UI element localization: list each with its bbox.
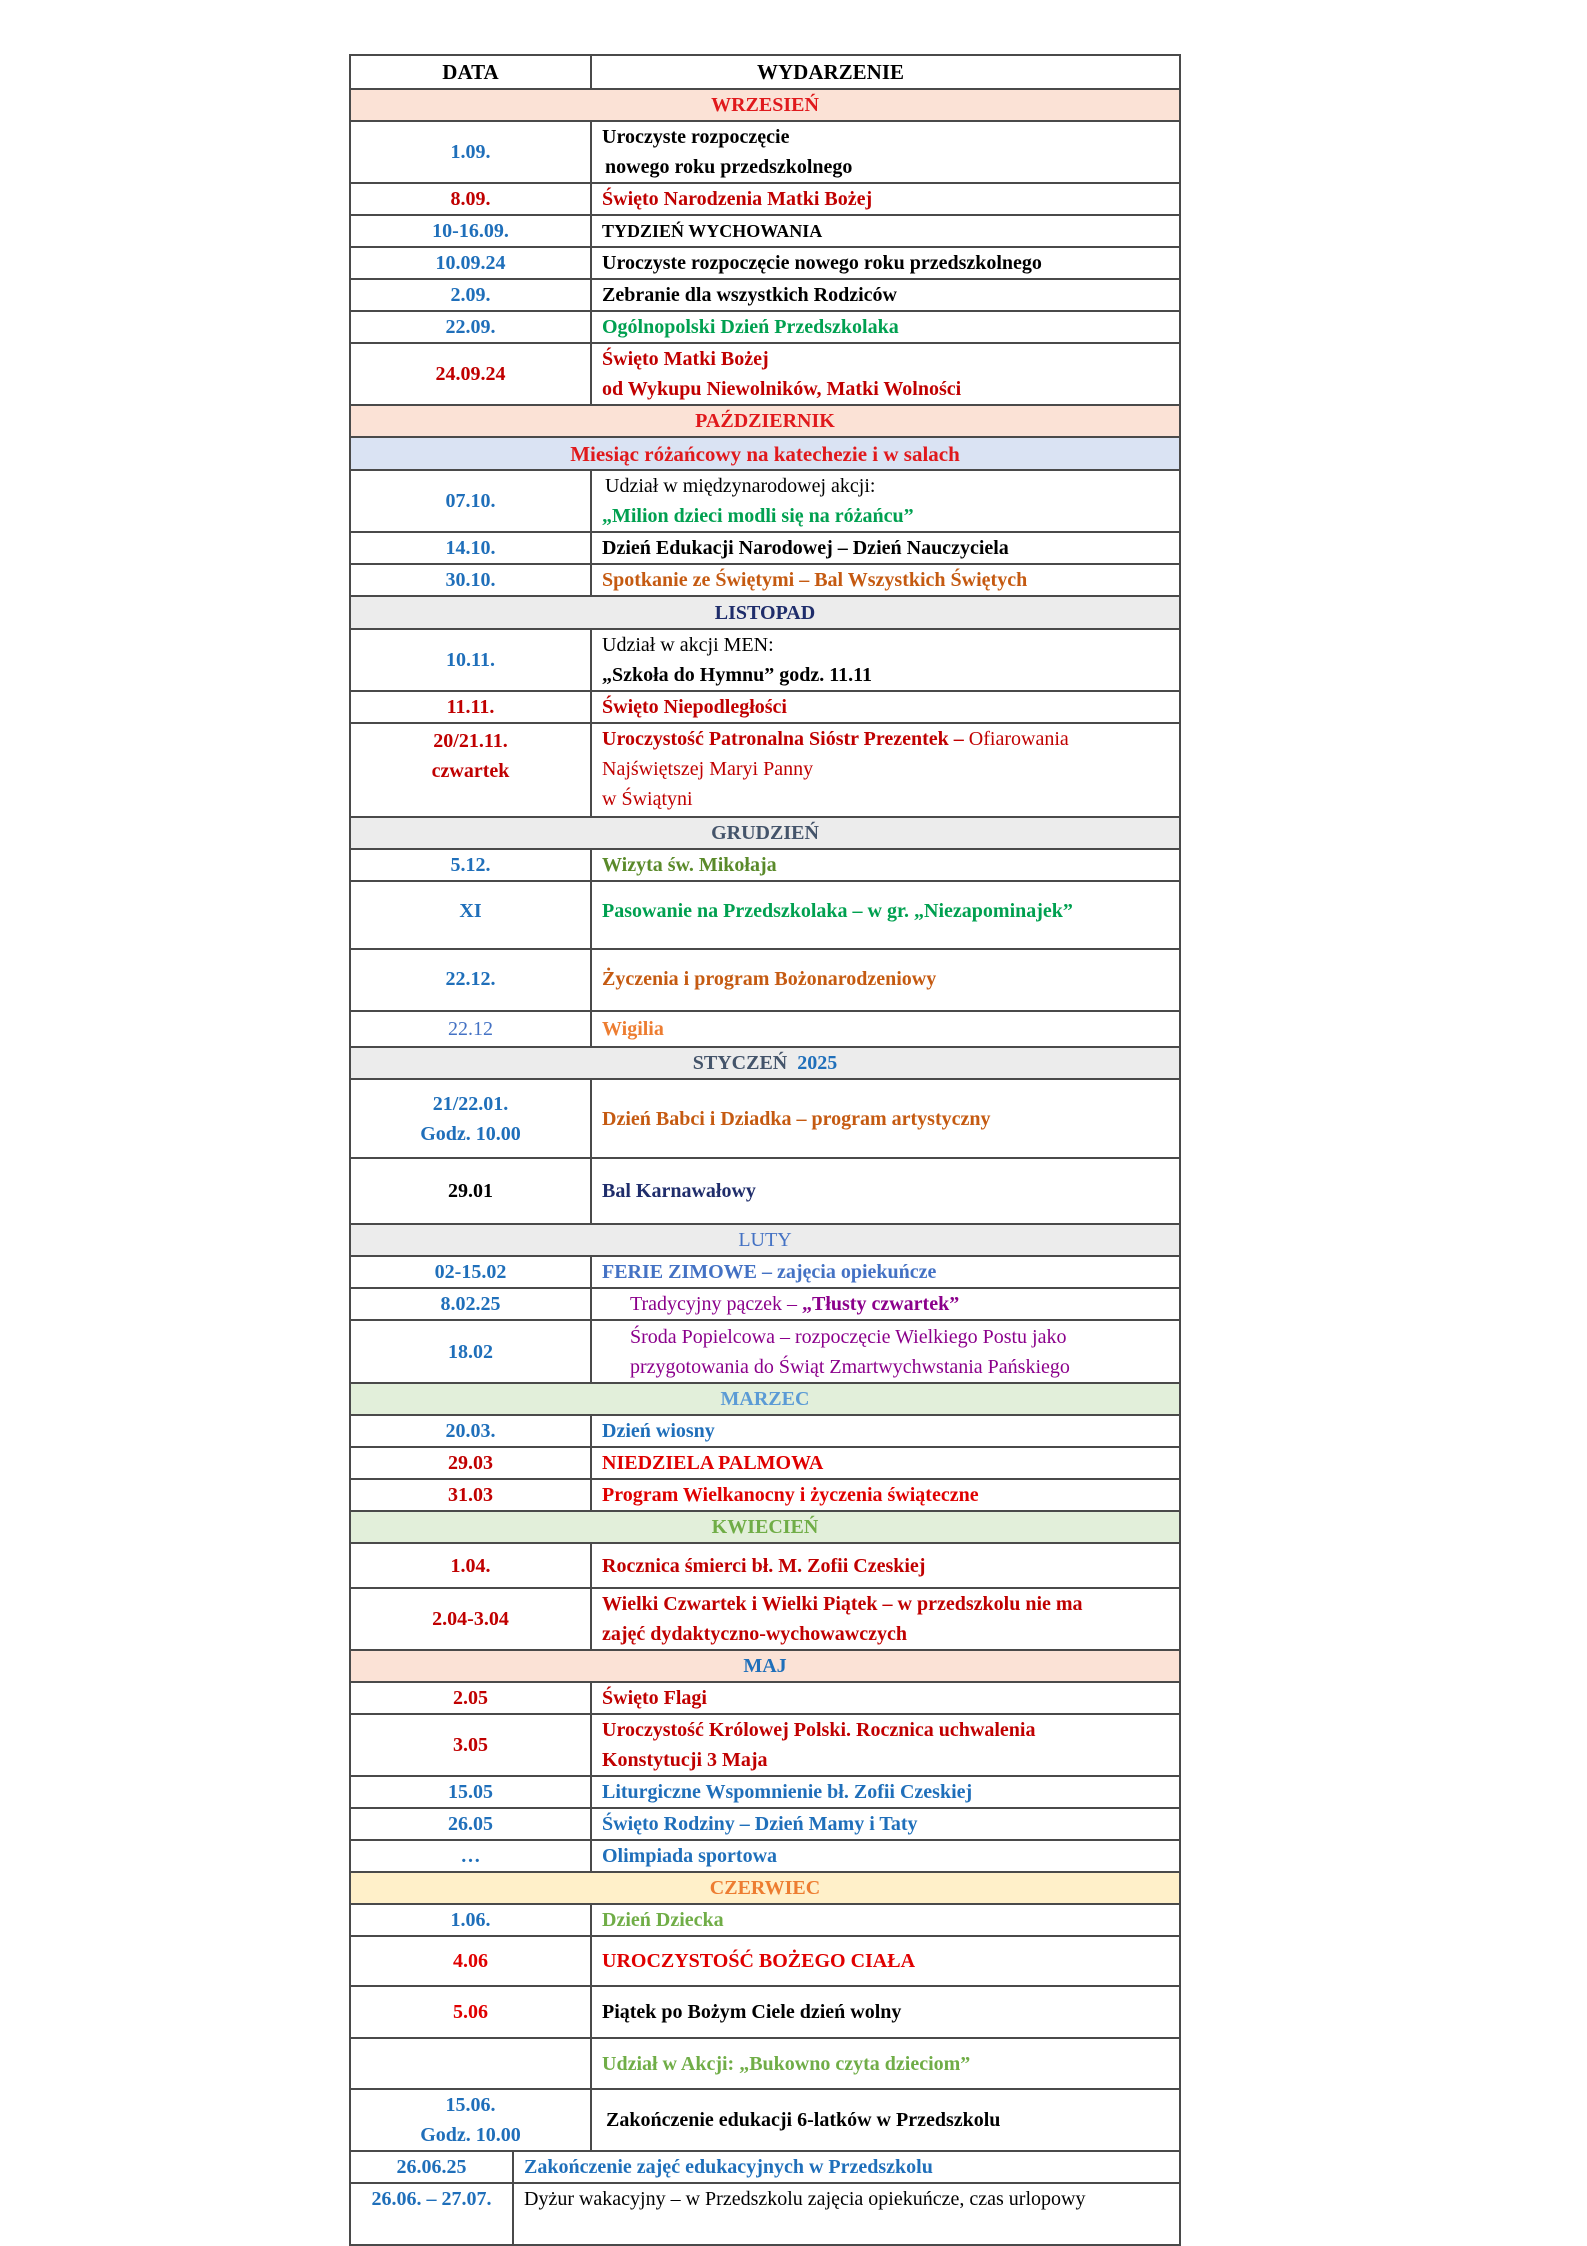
event-date: 26.05 — [350, 1808, 591, 1840]
event-text: Uroczyste rozpoczęcie nowego roku przedszkolnego — [591, 247, 1180, 279]
table-row — [350, 1256, 1180, 1288]
table-row — [350, 881, 1180, 949]
date-line: 20/21.11. — [433, 730, 508, 752]
month-row-luty — [350, 1224, 1180, 1256]
event-text: Spotkanie ze Świętymi – Bal Wszystkich Świętych — [591, 564, 1180, 596]
table-header — [350, 55, 1180, 89]
month-title: LUTY — [350, 1224, 1180, 1256]
event-date: 1.04. — [350, 1543, 591, 1588]
month-title: CZERWIEC — [350, 1872, 1180, 1904]
event-date: 29.03 — [350, 1447, 591, 1479]
event-date: 24.09.24 — [350, 343, 591, 405]
table-row — [350, 2183, 1180, 2245]
month-row-pazdziernik — [350, 405, 1180, 437]
event-line: Święto Matki Bożej — [602, 348, 769, 370]
event-text: Święto Narodzenia Matki Bożej — [591, 183, 1180, 215]
month-row-marzec — [350, 1383, 1180, 1415]
event-date: 11.11. — [350, 691, 591, 723]
table-row — [350, 1808, 1180, 1840]
event-line: od Wykupu Niewolników, Matki Wolności — [602, 378, 962, 400]
table-row — [350, 1447, 1180, 1479]
event-date: 30.10. — [350, 564, 591, 596]
event-text: Piątek po Bożym Ciele dzień wolny — [591, 1986, 1180, 2038]
event-date — [350, 1079, 591, 1158]
event-date: 5.12. — [350, 849, 591, 881]
event-text — [591, 343, 1180, 405]
event-date: XI — [350, 881, 591, 949]
event-text: Dzień Edukacji Narodowej – Dzień Nauczyciela — [591, 532, 1180, 564]
event-text: Program Wielkanocny i życzenia świąteczne — [591, 1479, 1180, 1511]
month-title — [350, 1047, 1180, 1079]
table-row — [350, 1840, 1180, 1872]
event-text: TYDZIEŃ WYCHOWANIA — [591, 215, 1180, 247]
table-row — [350, 1288, 1180, 1320]
event-text: Zakończenie zajęć edukacyjnych w Przedszkolu — [513, 2151, 1180, 2183]
table-row — [350, 1320, 1180, 1383]
event-text: Święto Niepodległości — [591, 691, 1180, 723]
month-title: LISTOPAD — [350, 596, 1180, 629]
table-row — [350, 1776, 1180, 1808]
table-row — [350, 691, 1180, 723]
table-row — [350, 723, 1180, 817]
table-row — [350, 1079, 1180, 1158]
event-date: 8.02.25 — [350, 1288, 591, 1320]
event-line: zajęć dydaktyczno-wychowawczych — [602, 1623, 907, 1645]
table-row — [350, 1904, 1180, 1936]
month-row-listopad — [350, 596, 1180, 629]
table-row — [350, 470, 1180, 532]
events-table — [349, 54, 1181, 2152]
event-text — [591, 121, 1180, 183]
event-date — [350, 723, 591, 817]
month-row-grudzien — [350, 817, 1180, 849]
event-text: Dzień wiosny — [591, 1415, 1180, 1447]
table-row — [350, 1714, 1180, 1776]
event-date: 20.03. — [350, 1415, 591, 1447]
event-date: 5.06 — [350, 1986, 591, 2038]
table-row — [350, 629, 1180, 691]
table-row — [350, 1588, 1180, 1650]
event-text: FERIE ZIMOWE – zajęcia opiekuńcze — [591, 1256, 1180, 1288]
month-title: WRZESIEŃ — [350, 89, 1180, 121]
table-row — [350, 1986, 1180, 2038]
event-bold-part: Uroczystość Patronalna Sióstr Prezentek – — [602, 728, 964, 750]
table-row — [350, 1415, 1180, 1447]
table-row — [350, 2151, 1180, 2183]
event-date: 26.06. – 27.07. — [350, 2183, 513, 2245]
table-row — [350, 849, 1180, 881]
event-normal-part: Ofiarowania Najświętszej Maryi Panny — [602, 728, 1069, 780]
event-date: 31.03 — [350, 1479, 591, 1511]
event-date: 15.05 — [350, 1776, 591, 1808]
event-text: Wizyta św. Mikołaja — [591, 849, 1180, 881]
table-row — [350, 532, 1180, 564]
date-line: Godz. 10.00 — [420, 2124, 521, 2146]
month-row-czerwiec — [350, 1872, 1180, 1904]
month-row-styczen — [350, 1047, 1180, 1079]
event-line: Środa Popielcowa – rozpoczęcie Wielkiego Postu jako — [630, 1325, 1067, 1348]
date-line: czwartek — [431, 760, 510, 782]
event-line: Uroczyste rozpoczęcie — [602, 126, 790, 148]
event-line: „Milion dzieci modli się na różańcu” — [602, 505, 914, 527]
month-name: STYCZEŃ — [692, 1052, 788, 1074]
table-row — [350, 2089, 1180, 2151]
month-year: 2025 — [797, 1052, 838, 1074]
event-date: 26.06.25 — [350, 2151, 513, 2183]
event-date: 1.09. — [350, 121, 591, 183]
table-row — [350, 121, 1180, 183]
table-row — [350, 564, 1180, 596]
event-text: Święto Flagi — [591, 1682, 1180, 1714]
event-text: Udział w Akcji: „Bukowno czyta dzieciom” — [591, 2038, 1180, 2089]
event-text: Zebranie dla wszystkich Rodziców — [591, 279, 1180, 311]
event-date: 07.10. — [350, 470, 591, 532]
event-date: 2.09. — [350, 279, 591, 311]
event-date: 10-16.09. — [350, 215, 591, 247]
event-text — [591, 1320, 1180, 1383]
table-row — [350, 183, 1180, 215]
event-date: 10.09.24 — [350, 247, 591, 279]
month-row-maj — [350, 1650, 1180, 1682]
event-normal-part: Tradycyjny pączek – — [630, 1293, 802, 1315]
event-date: 18.02 — [350, 1320, 591, 1383]
event-date: 10.11. — [350, 629, 591, 691]
header-event: WYDARZENIE — [591, 55, 1180, 89]
event-text: NIEDZIELA PALMOWA — [591, 1447, 1180, 1479]
event-date: 22.12 — [350, 1011, 591, 1047]
events-table-tail — [349, 2150, 1181, 2246]
event-text — [591, 629, 1180, 691]
event-date: 1.06. — [350, 1904, 591, 1936]
event-line: w Świątyni — [602, 788, 693, 810]
event-text: Liturgiczne Wspomnienie bł. Zofii Czeskiej — [591, 1776, 1180, 1808]
event-date: 4.06 — [350, 1936, 591, 1986]
month-subtitle-row — [350, 437, 1180, 470]
event-bold-part: „Tłusty czwartek” — [802, 1293, 960, 1315]
month-title: MAJ — [350, 1650, 1180, 1682]
table-row — [350, 1682, 1180, 1714]
event-text: Dzień Dziecka — [591, 1904, 1180, 1936]
month-row-kwiecien — [350, 1511, 1180, 1543]
table-row — [350, 1543, 1180, 1588]
event-date: 2.04-3.04 — [350, 1588, 591, 1650]
table-row — [350, 311, 1180, 343]
event-line: Uroczystość Królowej Polski. Rocznica uchwalenia — [602, 1719, 1036, 1741]
event-text: Święto Rodziny – Dzień Mamy i Taty — [591, 1808, 1180, 1840]
event-date — [350, 2038, 591, 2089]
table-row — [350, 343, 1180, 405]
table-row — [350, 247, 1180, 279]
event-date: 14.10. — [350, 532, 591, 564]
table-row — [350, 1011, 1180, 1047]
table-row — [350, 2038, 1180, 2089]
event-text — [591, 1714, 1180, 1776]
date-line: Godz. 10.00 — [420, 1122, 521, 1145]
event-text: Rocznica śmierci bł. M. Zofii Czeskiej — [591, 1543, 1180, 1588]
event-text — [591, 470, 1180, 532]
event-text: Bal Karnawałowy — [591, 1158, 1180, 1224]
event-date: 2.05 — [350, 1682, 591, 1714]
event-line: nowego roku przedszkolnego — [605, 156, 853, 178]
event-text: Dyżur wakacyjny – w Przedszkolu zajęcia opiekuńcze, czas urlopowy — [513, 2183, 1180, 2245]
month-subtitle: Miesiąc różańcowy na katechezie i w salach — [350, 437, 1180, 470]
month-row-wrzesien — [350, 89, 1180, 121]
event-text — [591, 723, 1180, 817]
month-title: GRUDZIEŃ — [350, 817, 1180, 849]
event-date: 29.01 — [350, 1158, 591, 1224]
event-date: 02-15.02 — [350, 1256, 591, 1288]
table-row — [350, 1479, 1180, 1511]
table-row — [350, 1158, 1180, 1224]
event-line: przygotowania do Świąt Zmartwychwstania Pańskiego — [630, 1355, 1070, 1378]
date-line: 15.06. — [445, 2094, 496, 2116]
event-text: Ogólnopolski Dzień Przedszkolaka — [591, 311, 1180, 343]
event-date: 22.12. — [350, 949, 591, 1011]
table-row — [350, 279, 1180, 311]
event-line: Udział w akcji MEN: — [602, 634, 774, 656]
event-text: Pasowanie na Przedszkolaka – w gr. „Niezapominajek” — [591, 881, 1180, 949]
school-calendar-document — [349, 54, 1181, 2246]
event-text: Olimpiada sportowa — [591, 1840, 1180, 1872]
table-row — [350, 215, 1180, 247]
event-line: „Szkoła do Hymnu” godz. 11.11 — [602, 664, 873, 686]
month-title: PAŹDZIERNIK — [350, 405, 1180, 437]
event-date — [350, 2089, 591, 2151]
header-date: DATA — [350, 55, 591, 89]
month-title: KWIECIEŃ — [350, 1511, 1180, 1543]
event-text: Życzenia i program Bożonarodzeniowy — [591, 949, 1180, 1011]
event-text — [591, 1288, 1180, 1320]
event-line: Wielki Czwartek i Wielki Piątek – w przedszkolu nie ma — [602, 1593, 1083, 1615]
date-line: 21/22.01. — [432, 1092, 509, 1115]
event-date: 22.09. — [350, 311, 591, 343]
event-line: Udział w międzynarodowej akcji: — [605, 475, 876, 497]
event-date: … — [350, 1840, 591, 1872]
month-title: MARZEC — [350, 1383, 1180, 1415]
event-text: Wigilia — [591, 1011, 1180, 1047]
event-text: UROCZYSTOŚĆ BOŻEGO CIAŁA — [591, 1936, 1180, 1986]
event-text: Zakończenie edukacji 6-latków w Przedszkolu — [591, 2089, 1180, 2151]
event-date: 8.09. — [350, 183, 591, 215]
table-row — [350, 949, 1180, 1011]
event-text: Dzień Babci i Dziadka – program artystyczny — [591, 1079, 1180, 1158]
table-row — [350, 1936, 1180, 1986]
event-line: Konstytucji 3 Maja — [602, 1749, 768, 1771]
event-text — [591, 1588, 1180, 1650]
event-date: 3.05 — [350, 1714, 591, 1776]
